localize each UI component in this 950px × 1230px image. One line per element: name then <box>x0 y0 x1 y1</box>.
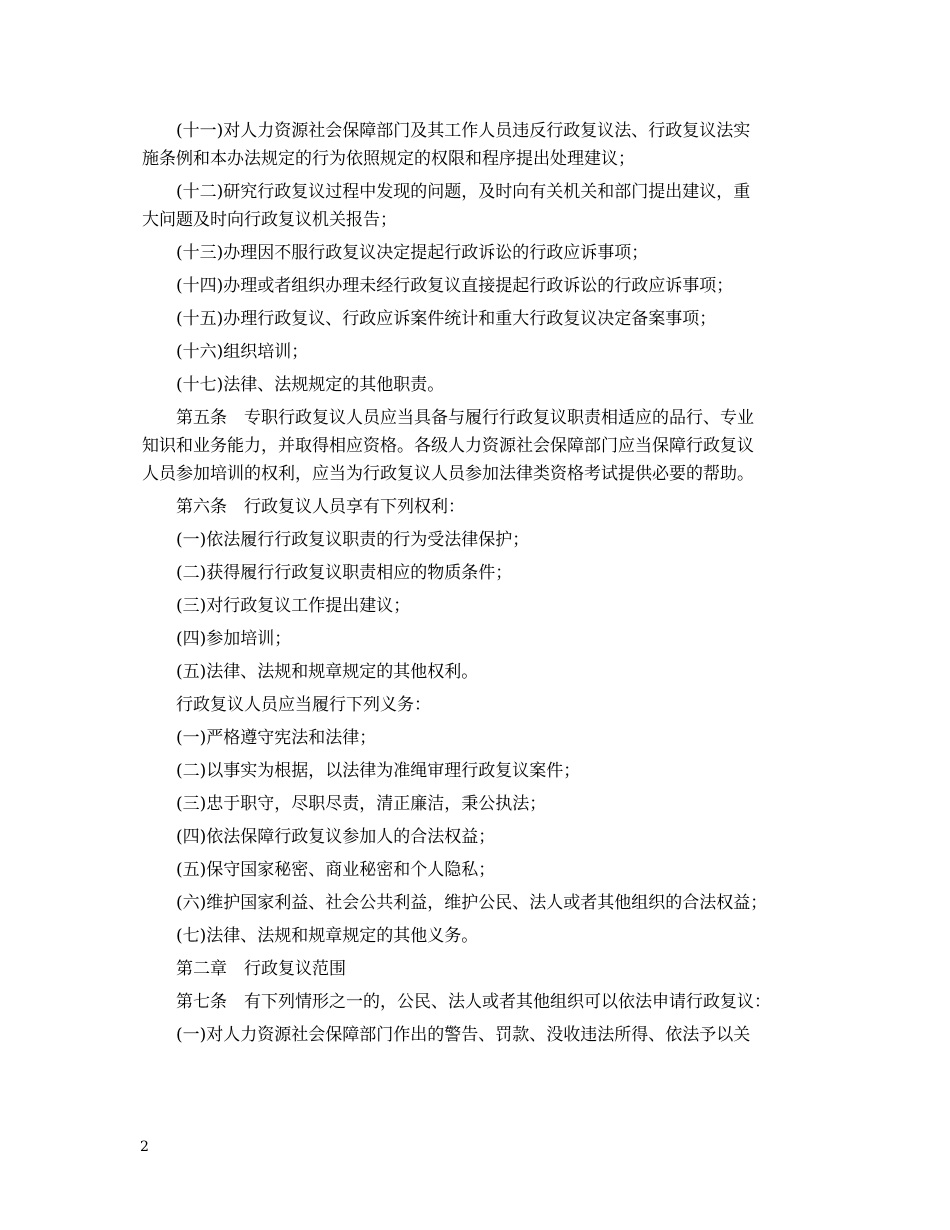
paragraph-line: 施条例和本办法规定的行为依照规定的权限和程序提出处理建议； <box>142 149 635 169</box>
paragraph-item-13 <box>142 239 822 267</box>
obligations-item-4 <box>142 823 822 851</box>
paragraph-line: (四)依法保障行政复议参加人的合法权益； <box>176 827 496 847</box>
paragraph-line: (一)对人力资源社会保障部门作出的警告、罚款、没收违法所得、依法予以关 <box>176 1025 751 1045</box>
paragraph-line: (五)保守国家秘密、商业秘密和个人隐私； <box>176 860 496 880</box>
document-body <box>142 117 822 1054</box>
rights-item-4 <box>142 625 822 653</box>
paragraph-line: 第六条 行政复议人员享有下列权利： <box>176 497 465 517</box>
obligations-intro <box>142 691 822 719</box>
rights-item-1 <box>142 526 822 554</box>
paragraph-line: 知识和业务能力，并取得相应资格。各级人力资源社会保障部门应当保障行政复议 <box>142 436 754 456</box>
rights-item-5 <box>142 658 822 686</box>
obligations-item-2 <box>142 757 822 785</box>
article-6 <box>142 493 822 521</box>
obligations-item-1 <box>142 724 822 752</box>
paragraph-line: (一)严格遵守宪法和法律； <box>176 728 377 748</box>
paragraph-line: (四)参加培训； <box>176 629 292 649</box>
chapter-2-heading <box>142 955 822 983</box>
paragraph-line: (十六)组织培训； <box>176 342 309 362</box>
paragraph-line: 人员参加培训的权利，应当为行政复议人员参加法律类资格考试提供必要的帮助。 <box>142 464 754 484</box>
paragraph-line: (三)对行政复议工作提出建议； <box>176 596 411 616</box>
article-5 <box>142 404 822 488</box>
obligations-item-6 <box>142 889 822 917</box>
paragraph-line: 第二章 行政复议范围 <box>176 959 346 979</box>
paragraph-line: (一)依法履行行政复议职责的行为受法律保护； <box>176 530 530 550</box>
paragraph-line: (十二)研究行政复议过程中发现的问题，及时向有关机关和部门提出建议，重 <box>176 182 751 202</box>
obligations-item-5 <box>142 856 822 884</box>
paragraph-line: (十四)办理或者组织办理未经行政复议直接提起行政诉讼的行政应诉事项； <box>176 276 734 296</box>
paragraph-item-16 <box>142 338 822 366</box>
paragraph-line: 第七条 有下列情形之一的，公民、法人或者其他组织可以依法申请行政复议： <box>176 992 771 1012</box>
article-7-item-1 <box>142 1021 822 1049</box>
paragraph-line: 行政复议人员应当履行下列义务： <box>176 695 431 715</box>
paragraph-line: (二)以事实为根据，以法律为准绳审理行政复议案件； <box>176 761 581 781</box>
paragraph-line: (十七)法律、法规规定的其他职责。 <box>176 375 445 395</box>
paragraph-line: (十一)对人力资源社会保障部门及其工作人员违反行政复议法、行政复议法实 <box>176 121 751 141</box>
paragraph-item-11 <box>142 117 822 173</box>
paragraph-line: 大问题及时向行政复议机关报告； <box>142 210 397 230</box>
page-number: 2 <box>140 1139 149 1155</box>
paragraph-item-17 <box>142 371 822 399</box>
paragraph-line: (十三)办理因不服行政复议决定提起行政诉讼的行政应诉事项； <box>176 243 649 263</box>
paragraph-line: (六)维护国家利益、社会公共利益，维护公民、法人或者其他组织的合法权益； <box>176 893 768 913</box>
rights-item-2 <box>142 559 822 587</box>
paragraph-line: (三)忠于职守，尽职尽责，清正廉洁，秉公执法； <box>176 794 547 814</box>
paragraph-item-15 <box>142 305 822 333</box>
paragraph-item-14 <box>142 272 822 300</box>
paragraph-line: (五)法律、法规和规章规定的其他权利。 <box>176 662 479 682</box>
paragraph-line: (二)获得履行行政复议职责相应的物质条件； <box>176 563 513 583</box>
obligations-item-7 <box>142 922 822 950</box>
paragraph-line: (十五)办理行政复议、行政应诉案件统计和重大行政复议决定备案事项； <box>176 309 717 329</box>
paragraph-line: (七)法律、法规和规章规定的其他义务。 <box>176 926 479 946</box>
article-7 <box>142 988 822 1016</box>
paragraph-line: 第五条 专职行政复议人员应当具备与履行行政复议职责相适应的品行、专业 <box>176 408 754 428</box>
obligations-item-3 <box>142 790 822 818</box>
paragraph-item-12 <box>142 178 822 234</box>
rights-item-3 <box>142 592 822 620</box>
